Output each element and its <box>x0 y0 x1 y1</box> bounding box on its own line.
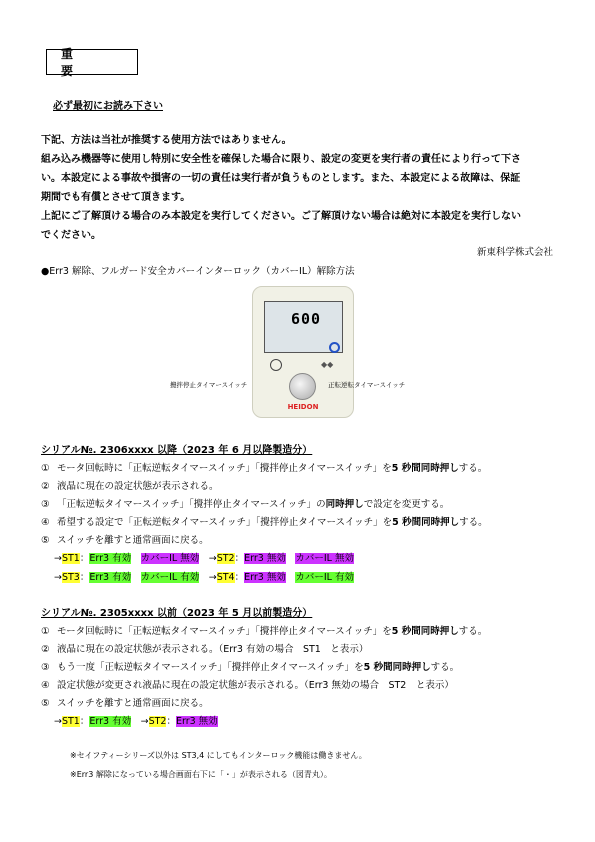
must-read-notice: 必ず最初にお読み下さい <box>53 101 163 112</box>
setting-row-2: →ST3：Err3 有効 カバーIL 有効 →ST4：Err3 無効 カバーIL 有効 <box>54 572 354 583</box>
warning-line: 上記にご了解頂ける場合のみ本設定を実行してください。ご了解頂けない場合は絶対に本設定を実行しない <box>41 211 521 222</box>
warning-line: でください。 <box>41 230 101 241</box>
brand-logo: HEIDON <box>287 403 319 411</box>
section1-step: ④ 希望する設定で「正転逆転タイマースイッチ」「攪拌停止タイマースイッチ」を5 秒間同時押しする。 <box>41 517 488 528</box>
blue-circle-marker <box>329 342 340 353</box>
method-title: ●Err3 解除、フルガード安全カバーインターロック（カバーIL）解除方法 <box>41 266 355 277</box>
company-name: 新東科学株式会社 <box>476 247 553 258</box>
section2-step: ④ 設定状態が変更され液晶に現在の設定状態が表示される。（Err3 無効の場合 ST2 と表示） <box>41 680 454 691</box>
section1-step: ③ 「正転逆転タイマースイッチ」「攪拌停止タイマースイッチ」の同時押しで設定を変更する。 <box>41 499 450 510</box>
speed-knob <box>289 373 316 400</box>
warning-line: 組み込み機器等に使用し特別に安全性を確保した場合に限り、設定の変更を実行者の責任により行って下さ <box>41 154 521 165</box>
lcd-display-value: 600 <box>291 310 322 328</box>
lcd-screen <box>264 301 343 353</box>
setting-row-3: →ST1：Err3 有効 →ST2：Err3 無効 <box>54 716 218 727</box>
setting-row-1: →ST1：Err3 有効 カバーIL 無効 →ST2：Err3 無効 カバーIL 無効 <box>54 553 354 564</box>
callout-stop-timer-switch: 攪拌停止タイマースイッチ <box>170 381 248 389</box>
section1-step: ① モータ回転時に「正転逆転タイマースイッチ」「攪拌停止タイマースイッチ」を5 秒間同時押しする。 <box>41 463 488 474</box>
warning-line: い。本設定による事故や損害の一切の責任は実行者が負うものとします。また、本設定による故障は、保証 <box>41 173 521 184</box>
section2-step: ② 液晶に現在の設定状態が表示される。（Err3 有効の場合 ST1 と表示） <box>41 644 369 655</box>
warning-line: 期間でも有償とさせて頂きます。 <box>41 192 191 203</box>
reverse-timer-switch-icon: ◆◆ <box>321 360 334 369</box>
callout-reverse-timer-switch: 正転逆転タイマースイッチ <box>328 381 406 389</box>
section1-step: ⑤ スイッチを離すと通常画面に戻る。 <box>41 535 209 546</box>
stop-timer-switch-icon <box>270 359 282 371</box>
device-illustration <box>252 286 354 418</box>
footnote: ※セイフティーシリーズ以外は ST3,4 にしてもインターロック機能は働きません。 <box>70 751 367 760</box>
section1-step: ② 液晶に現在の設定状態が表示される。 <box>41 481 219 492</box>
section2-step: ③ もう一度「正転逆転タイマースイッチ」「攪拌停止タイマースイッチ」を5 秒間同時押しする。 <box>41 662 460 673</box>
warning-line: 下記、方法は当社が推奨する使用方法ではありません。 <box>41 135 292 146</box>
footnote: ※Err3 解除になっている場合画面右下に「・」が表示される（図青丸）。 <box>70 770 332 779</box>
section2-title: シリアル№. 2305xxxx 以前（2023 年 5 月以前製造分） <box>41 608 313 619</box>
section2-step: ① モータ回転時に「正転逆転タイマースイッチ」「攪拌停止タイマースイッチ」を5 秒間同時押しする。 <box>41 626 488 637</box>
page-title: 重 要 <box>46 49 138 75</box>
section1-title: シリアル№. 2306xxxx 以降（2023 年 6 月以降製造分） <box>41 445 313 456</box>
section2-step: ⑤ スイッチを離すと通常画面に戻る。 <box>41 698 209 709</box>
